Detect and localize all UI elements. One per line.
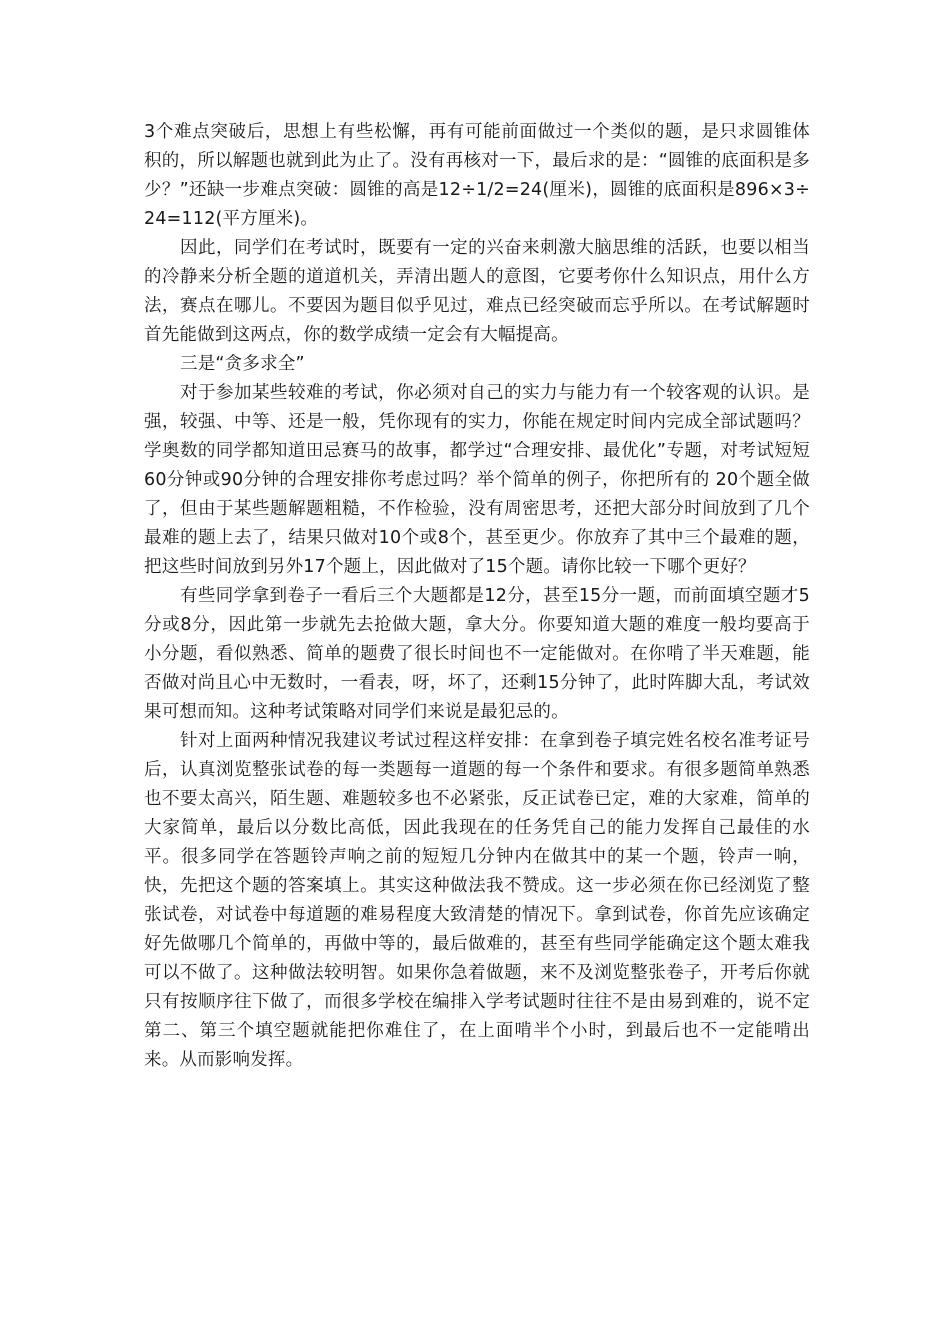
paragraph-1: 3个难点突破后，思想上有些松懈，再有可能前面做过一个类似的题，是只求圆锥体积的，所以解题也就到此为止了。没有再核对一下，最后求的是：“圆锥的底面积是多少？”还缺一步难点突破：圆锥的高是12÷1/2=24(厘米)，圆锥的底面积是896×3÷24=112(平方厘米)。 — [144, 122, 810, 229]
document-body — [144, 118, 810, 1075]
section-heading: 三是“贪多求全” — [180, 354, 305, 374]
paragraph-3: 对于参加某些较难的考试，你必须对自己的实力与能力有一个较客观的认识。是强，较强、中等、还是一般，凭你现有的实力，你能在规定时间内完成全部试题吗？学奥数的同学都知道田忌赛马的故事，都学过“合理安排、最优化”专题，对考试短短60分钟或90分钟的合理安排你考虑过吗？举个简单的例子，你把所有的 20个题全做了，但由于某些题解题粗糙，不作检验，没有周密思考，还把大部分时间放到了几个最难的题上去了，结果只做对10个或8个，甚至更少。你放弃了其中三个最难的题，把这些时间放到另外17个题上，因此做对了15个题。请你比较一下哪个更好？ — [144, 383, 810, 577]
paragraph-5: 针对上面两种情况我建议考试过程这样安排：在拿到卷子填完姓名校名准考证号后，认真浏览整张试卷的每一类题每一道题的每一个条件和要求。有很多题简单熟悉也不要太高兴，陌生题、难题较多也不必紧张，反正试卷已定，难的大家难，简单的大家简单，最后以分数比高低，因此我现在的任务凭自己的能力发挥自己最佳的水平。很多同学在答题铃声响之前的短短几分钟内在做其中的某一个题，铃声一响，快，先把这个题的答案填上。其实这种做法我不赞成。这一步必须在你已经浏览了整张试卷，对试卷中每道题的难易程度大致清楚的情况下。拿到试卷，你首先应该确定好先做哪几个简单的，再做中等的，最后做难的，甚至有些同学能确定这个题太难我可以不做了。这种做法较明智。如果你急着做题，来不及浏览整张卷子，开考后你就只有按顺序往下做了，而很多学校在编排入学考试题时往往不是由易到难的，说不定第二、第三个填空题就能把你难住了，在上面啃半个小时，到最后也不一定能啃出来。从而影响发挥。 — [144, 731, 810, 1070]
paragraph-4: 有些同学拿到卷子一看后三个大题都是12分，甚至15分一题，而前面填空题才5分或8分，因此第一步就先去抢做大题，拿大分。你要知道大题的难度一般均要高于小分题，看似熟悉、简单的题费了很长时间也不一定能做对。在你啃了半天难题，能否做对尚且心中无数时，一看表，呀，坏了，还剩15分钟了，此时阵脚大乱，考试效果可想而知。这种考试策略对同学们来说是最犯忌的。 — [144, 586, 810, 722]
paragraph-2: 因此，同学们在考试时，既要有一定的兴奋来刺激大脑思维的活跃，也要以相当的冷静来分析全题的道道机关，弄清出题人的意图，它要考你什么知识点，用什么方法，赛点在哪儿。不要因为题目似乎见过，难点已经突破而忘乎所以。在考试解题时首先能做到这两点，你的数学成绩一定会有大幅提高。 — [144, 238, 810, 345]
